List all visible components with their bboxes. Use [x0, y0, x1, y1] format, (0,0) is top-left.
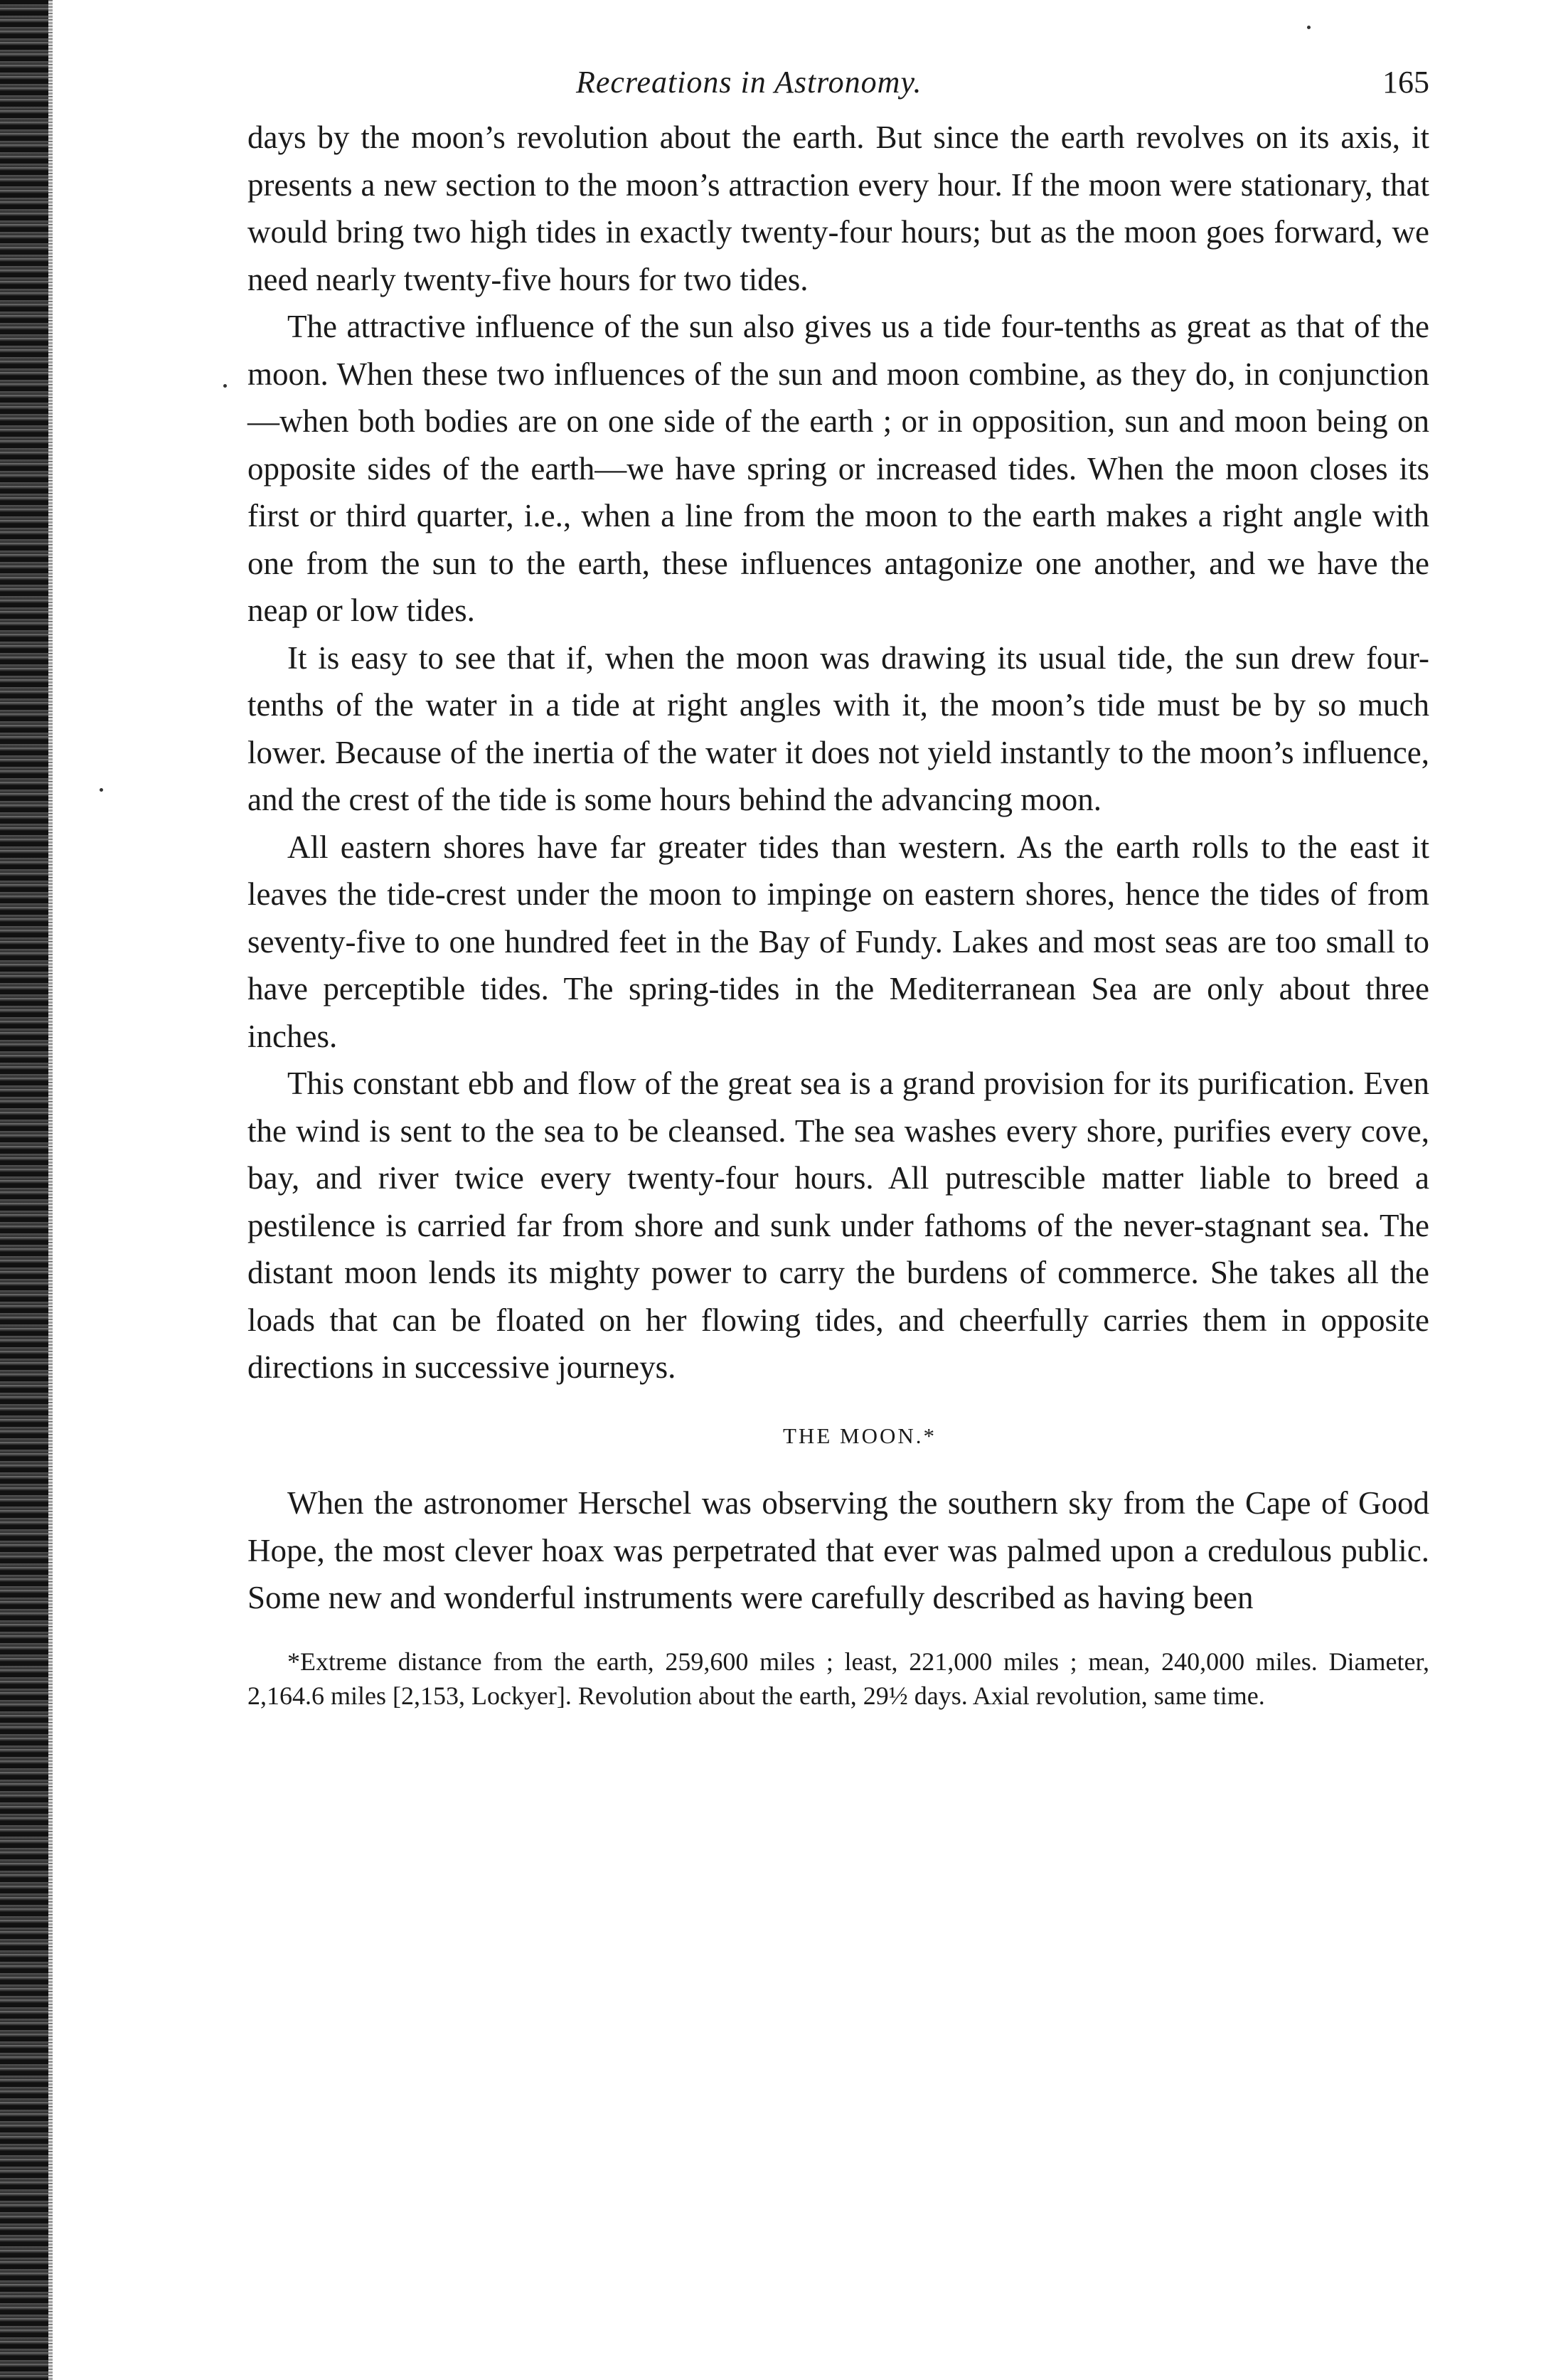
body-text — [247, 114, 1429, 1622]
footnote: *Extreme distance from the earth, 259,600 miles ; least, 221,000 miles ; mean, 240,000 miles. Diameter, 2,164.6 miles [2,153, Lockyer]. Revolution about the earth, 29½ days. Axial revolution, same time. — [247, 1647, 1429, 1710]
page-number: 165 — [1382, 65, 1429, 100]
paragraph-continued: days by the moon’s revolution about the earth. But since the earth revolves on its axis, it presents a new section to the moon’s attraction every hour. If the moon were stationary, that would bring two high tides in exactly twenty-four hours; but as the moon goes forward, we need nearly twenty-five hours for two tides. — [247, 119, 1429, 297]
paragraph-ebb-flow: This constant ebb and flow of the great sea is a grand provision for its purification. Even the wind is sent to the sea to be cleansed. The sea washes every shore, purifies every cove, bay, and river twice every twenty-four hours. All putrescible matter liable to breed a pestilence is carried far from shore and sunk under fathoms of the never-stagnant sea. The distant moon lends its mighty power to carry the burdens of commerce. She takes all the loads that can be floated on her flowing tides, and cheerfully carries them in opposite directions in successive journeys. — [247, 1066, 1429, 1385]
page-header — [247, 50, 1429, 114]
paragraph-tide-inertia: It is easy to see that if, when the moon was drawing its usual tide, the sun drew four-tenths of the water in a tide at right angles with it, the moon’s tide must be by so much lower. Because of the inertia of the water it does not yield instantly to the moon’s influence, and the crest of the tide is some hours behind the advancing moon. — [247, 639, 1429, 817]
running-title: Recreations in Astronomy. — [576, 65, 922, 100]
paragraph-eastern-shores: All eastern shores have far greater tides than western. As the earth rolls to the east it leaves the tide-crest under the moon to impinge on eastern shores, hence the tides of from seventy-five to one hundred feet in the Bay of Fundy. Lakes and most seas are too small to have perceptible tides. The spring-tides in the Mediterranean Sea are only about three inches. — [247, 829, 1429, 1054]
print-speck — [100, 788, 103, 792]
book-gutter-edge — [0, 0, 48, 2380]
paragraph-sun-influence: The attractive influence of the sun also gives us a tide four-tenths as great as that of the moon. When these two influences of the sun and moon combine, as they do, in conjunction—when both bodies are on one side of the earth ; or in opposition, sun and moon being on opposite sides of the earth—we have spring or increased tides. When the moon closes its first or third quarter, i.e., when a line from the moon to the earth makes a right angle with one from the sun to the earth, these influences antagonize one another, and we have the neap or low tides. — [247, 309, 1429, 628]
print-speck — [1307, 26, 1311, 29]
paragraph-moon-hoax: When the astronomer Herschel was observing the southern sky from the Cape of Good Hope, the most clever hoax was perpetrated that ever was palmed upon a credulous public. Some new and wonderful instruments were carefully described as having been — [247, 1485, 1429, 1615]
book-page — [247, 50, 1429, 1713]
print-speck — [223, 384, 227, 388]
section-title: THE MOON.* — [783, 1423, 937, 1448]
